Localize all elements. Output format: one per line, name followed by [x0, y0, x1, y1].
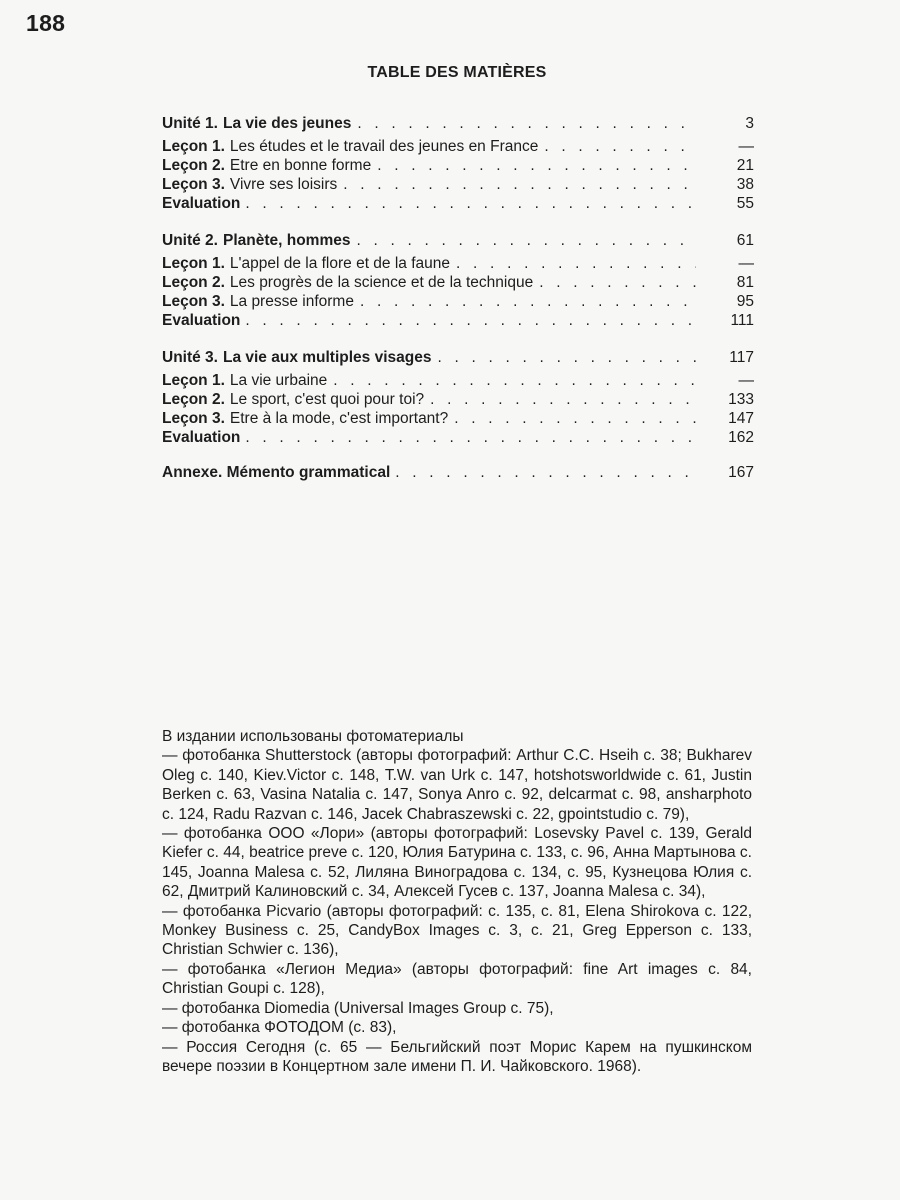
page-ref: 167 [728, 464, 754, 481]
credits-paragraph: — фотобанка «Легион Медиа» (авторы фотографий: fine Art images с. 84, Christian Goupi с. 128), [162, 960, 752, 998]
toc-unit-heading[interactable] [162, 348, 754, 367]
toc-entry[interactable] [162, 175, 754, 194]
dot-leader [539, 273, 696, 292]
page-ref: 133 [728, 391, 754, 408]
page-ref: — [738, 255, 754, 272]
dot-leader [377, 156, 696, 175]
annexe-title: Annexe. Mémento grammatical [162, 464, 391, 481]
entry-title: Le sport, c'est quoi pour toi? [229, 391, 425, 408]
page-ref: 147 [728, 410, 754, 427]
toc-unit-1 [162, 114, 754, 213]
toc-entry-evaluation[interactable] [162, 428, 754, 447]
table-of-contents [162, 114, 754, 486]
dot-leader [357, 114, 696, 133]
page-ref: — [738, 372, 754, 389]
unit-title: La vie des jeunes [222, 115, 352, 132]
unit-label: Unité 1. [162, 115, 218, 132]
toc-entry[interactable] [162, 409, 754, 428]
toc-entry[interactable] [162, 137, 754, 156]
entry-label: Evaluation [162, 429, 241, 446]
unit-label: Unité 2. [162, 232, 218, 249]
entry-label: Leçon 3. [162, 410, 225, 427]
entry-label: Leçon 1. [162, 138, 225, 155]
entry-title: La vie urbaine [229, 372, 328, 389]
dot-leader [544, 137, 696, 156]
credits-intro: В издании использованы фотоматериалы [162, 728, 464, 745]
dot-leader [437, 348, 696, 367]
unit-title: Planète, hommes [222, 232, 351, 249]
credits-paragraph: — фотобанка Picvario (авторы фотографий: с. 135, с. 81, Elena Shirokova с. 122, Monkey Business с. 25, CandyBox Images с. 3, с. 21, Greg Epperson с. 133, Christian Schwier с. 136), [162, 902, 752, 959]
entry-title: Etre à la mode, c'est important? [229, 410, 449, 427]
page-ref: 55 [736, 195, 754, 212]
entry-label: Evaluation [162, 195, 241, 212]
dot-leader [245, 194, 696, 213]
toc-unit-3 [162, 348, 754, 447]
dot-leader [245, 311, 696, 330]
page-number: 188 [26, 10, 66, 36]
toc-entry[interactable] [162, 292, 754, 311]
page-ref: 81 [736, 274, 754, 291]
page-ref: 162 [728, 429, 754, 446]
page-ref: 3 [745, 115, 754, 132]
entry-title: Etre en bonne forme [229, 157, 372, 174]
photo-credits [162, 727, 752, 1076]
credits-paragraph: — фотобанка Diomedia (Universal Images Group с. 75), [162, 999, 554, 1017]
toc-entry[interactable] [162, 390, 754, 409]
entry-label: Leçon 1. [162, 255, 225, 272]
credits-paragraph: — фотобанка ООО «Лори» (авторы фотографий: Losevsky Pavel с. 139, Gerald Kiefer с. 44, beatrice preve с. 120, Юлия Батурина с. 133, с. 96, Анна Мартынова с. 145, Joanna Malesa с. 52, Лиляна Виноградова с. 134, с. 95, Кузнецова Юлия с. 62, Дмитрий Калиновский с. 34, Алексей Гусев с. 137, Joanna Malesa с. 34), [162, 825, 752, 901]
dot-leader [356, 231, 696, 250]
page-ref: 117 [729, 349, 754, 366]
entry-label: Leçon 2. [162, 274, 225, 291]
entry-title: Vivre ses loisirs [229, 176, 338, 193]
dot-leader [360, 292, 696, 311]
toc-annexe[interactable] [162, 463, 754, 482]
dot-leader [456, 254, 696, 273]
page-ref: 95 [736, 293, 754, 310]
toc-entry[interactable] [162, 273, 754, 292]
unit-label: Unité 3. [162, 349, 218, 366]
credits-paragraph: — фотобанка Shutterstock (авторы фотографий: Arthur C.C. Hseih с. 38; Bukharev Oleg с. 140, Kiev.Victor с. 148, T.W. van Urk с. 147, hotshotsworldwide с. 61, Justin Berken с. 63, Vasina Natalia с. 147, Sonya Anro с. 92, delcarmat с. 98, ansharphoto с. 124, Radu Razvan с. 146, Jacek Chabraszewski с. 22, gpointstudio с. 79), [162, 747, 752, 823]
entry-label: Evaluation [162, 312, 241, 329]
entry-title: La presse informe [229, 293, 354, 310]
dot-leader [454, 409, 696, 428]
credits-paragraph: — фотобанка ФОТОДОМ (с. 83), [162, 1019, 397, 1037]
page-ref: 61 [736, 232, 754, 249]
entry-title: Les études et le travail des jeunes en France [229, 138, 539, 155]
dot-leader [333, 371, 696, 390]
page-ref: 38 [736, 176, 754, 193]
entry-label: Leçon 3. [162, 176, 225, 193]
dot-leader [395, 463, 696, 482]
toc-title: TABLE DES MATIÈRES [367, 64, 547, 81]
unit-title: La vie aux multiples visages [222, 349, 432, 366]
toc-entry-evaluation[interactable] [162, 194, 754, 213]
credits-paragraph: — Россия Сегодня (с. 65 — Бельгийский поэт Морис Карем на пушкинском вечере поэзии в Концертном зале имени П. И. Чайковского. 1968). [162, 1038, 752, 1075]
entry-title: Les progrès de la science et de la technique [229, 274, 534, 291]
toc-entry[interactable] [162, 254, 754, 273]
entry-label: Leçon 3. [162, 293, 225, 310]
toc-unit-2 [162, 231, 754, 330]
page-ref: 21 [736, 157, 754, 174]
page-ref: 111 [730, 312, 754, 329]
dot-leader [343, 175, 696, 194]
toc-unit-heading[interactable] [162, 231, 754, 250]
entry-title: L'appel de la flore et de la faune [229, 255, 451, 272]
toc-unit-heading[interactable] [162, 114, 754, 133]
entry-label: Leçon 2. [162, 157, 225, 174]
toc-entry-evaluation[interactable] [162, 311, 754, 330]
page-ref: — [738, 138, 754, 155]
entry-label: Leçon 1. [162, 372, 225, 389]
dot-leader [245, 428, 696, 447]
dot-leader [430, 390, 696, 409]
toc-entry[interactable] [162, 371, 754, 390]
entry-label: Leçon 2. [162, 391, 225, 408]
toc-entry[interactable] [162, 156, 754, 175]
